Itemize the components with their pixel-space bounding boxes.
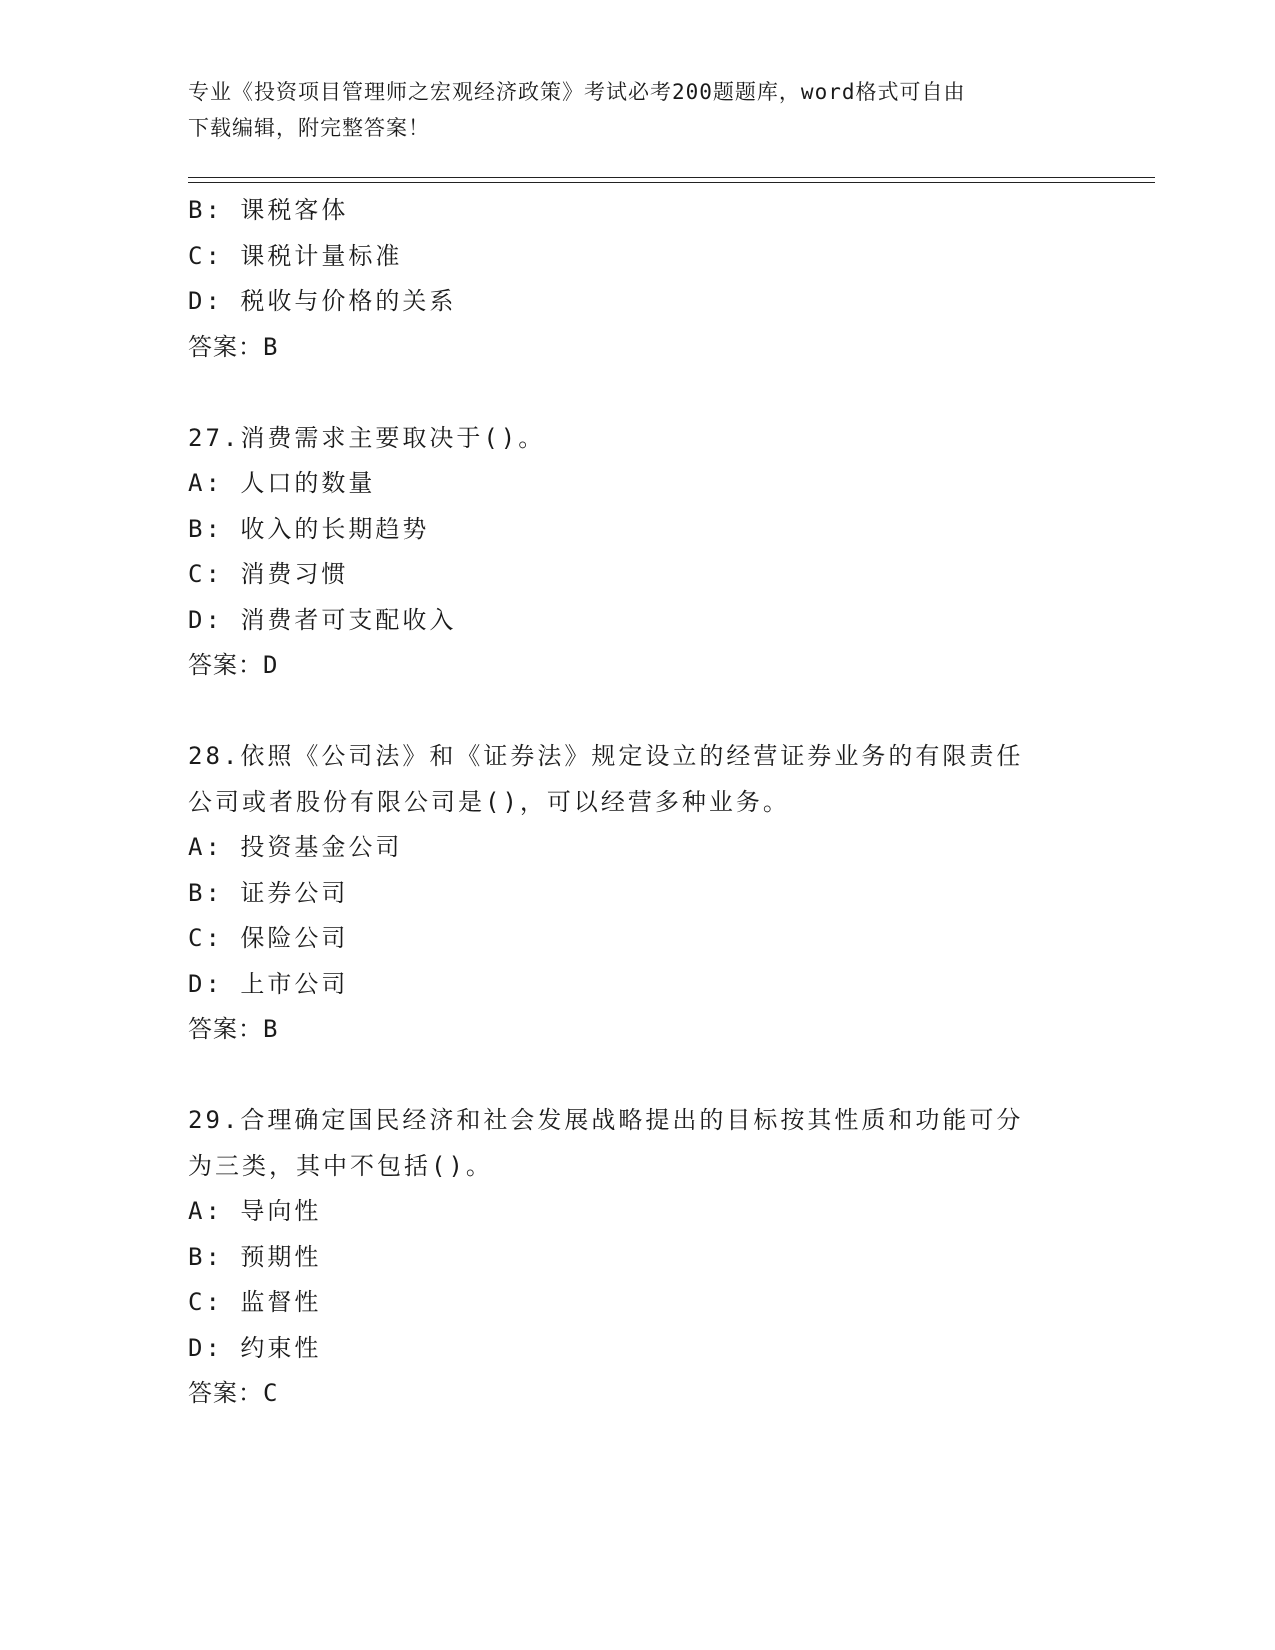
option-b: B: 课税客体 <box>188 196 349 224</box>
question-stem-line-2: 公司或者股份有限公司是()，可以经营多种业务。 <box>188 787 790 816</box>
question-stem: 27.消费需求主要取决于()。 <box>188 423 546 452</box>
question-28 <box>188 734 1088 1053</box>
option-d: D: 消费者可支配收入 <box>188 605 457 634</box>
header-line-2: 下载编辑，附完整答案！ <box>188 116 430 140</box>
answer: 答案：C <box>188 1379 279 1407</box>
question-26 <box>188 188 1088 370</box>
option-d: D: 约束性 <box>188 1333 322 1362</box>
answer: 答案：B <box>188 332 279 361</box>
question-29 <box>188 1098 1088 1417</box>
question-stem-line-1: 29.合理确定国民经济和社会发展战略提出的目标按其性质和功能可分 <box>188 1106 1024 1134</box>
option-b: B: 预期性 <box>188 1242 322 1271</box>
question-stem-line-1: 28.依照《公司法》和《证券法》规定设立的经营证券业务的有限责任 <box>188 742 1024 770</box>
question-stem-line-2: 为三类，其中不包括()。 <box>188 1151 493 1180</box>
spacer <box>188 1053 1088 1099</box>
spacer <box>188 370 1088 416</box>
question-list <box>188 188 1088 1417</box>
header-line-1: 专业《投资项目管理师之宏观经济政策》考试必考200题题库，word格式可自由 <box>188 80 966 104</box>
option-c: C: 课税计量标准 <box>188 241 403 270</box>
option-a: A: 人口的数量 <box>188 469 376 497</box>
answer: 答案：D <box>188 651 279 679</box>
header-divider-bottom <box>188 182 1155 183</box>
option-c: C: 监督性 <box>188 1288 322 1316</box>
option-d: D: 税收与价格的关系 <box>188 287 457 315</box>
header-divider-top <box>188 177 1155 178</box>
option-a: A: 投资基金公司 <box>188 833 403 861</box>
document-header <box>188 74 1088 146</box>
spacer <box>188 689 1088 735</box>
question-27 <box>188 416 1088 689</box>
option-b: B: 收入的长期趋势 <box>188 514 430 543</box>
option-b: B: 证券公司 <box>188 878 349 907</box>
option-a: A: 导向性 <box>188 1197 322 1225</box>
option-c: C: 保险公司 <box>188 924 349 952</box>
option-d: D: 上市公司 <box>188 969 349 998</box>
answer: 答案：B <box>188 1015 279 1043</box>
option-c: C: 消费习惯 <box>188 560 349 588</box>
